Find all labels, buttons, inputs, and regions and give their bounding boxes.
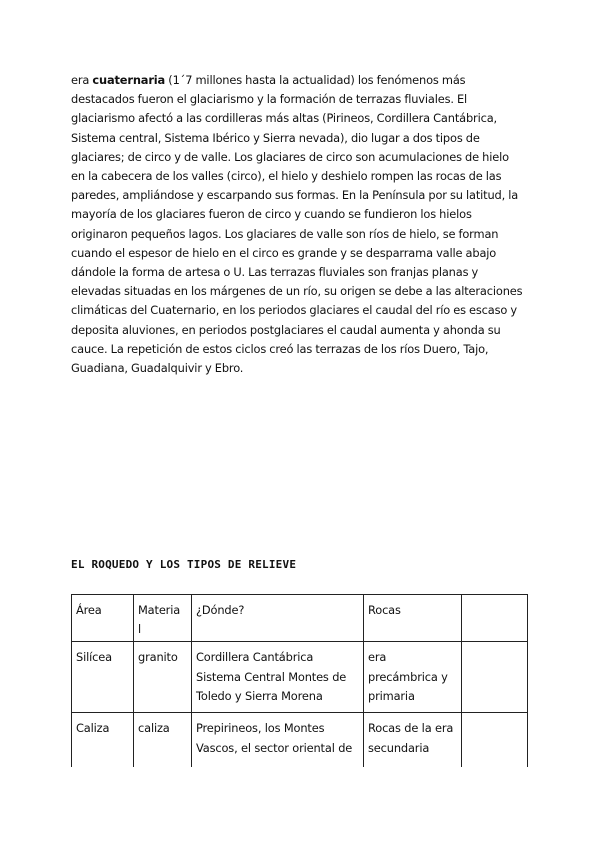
text-line: glaciares; de circo y de valle. Los glaciares de circo son acumulaciones de hielo bbox=[71, 149, 509, 164]
header-cell-material: Materia l bbox=[134, 595, 192, 642]
text-line: Guadiana, Guadalquivir y Ebro. bbox=[71, 361, 244, 376]
header-cell-area: Área bbox=[72, 595, 134, 642]
text-line: destacados fueron el glaciarismo y la formación de terrazas fluviales. El bbox=[71, 92, 468, 107]
table-row bbox=[72, 642, 528, 713]
text-line: elevadas situadas en los márgenes de un río, su origen se debe a las alteraciones bbox=[71, 284, 523, 299]
table-cell: granito bbox=[134, 642, 192, 713]
text-line: Sistema central, Sistema Ibérico y Sierra nevada), dio lugar a dos tipos de bbox=[71, 130, 480, 145]
text-line: paredes, ampliándose y escarpando sus formas. En la Península por su latitud, la bbox=[71, 188, 519, 203]
text-line: cuando el espesor de hielo en el circo es grande y se desparrama valle abajo bbox=[71, 245, 497, 260]
text-line: cauce. La repetición de estos ciclos creó las terrazas de los ríos Duero, Tajo, bbox=[71, 341, 489, 356]
text-line: deposita aluviones, en periodos postglaciares el caudal aumenta y ahonda su bbox=[71, 322, 501, 337]
text-line: dándole la forma de artesa o U. Las terrazas fluviales son franjas planas y bbox=[71, 265, 479, 280]
table-cell: era precámbrica y primaria bbox=[364, 642, 462, 713]
text-line: en la cabecera de los valles (circo), el hielo y deshielo rompen las rocas de las bbox=[71, 169, 502, 184]
header-cell-rocks: Rocas bbox=[364, 595, 462, 642]
table-cell bbox=[462, 642, 528, 713]
text-line: climáticas del Cuaternario, en los periodos glaciares el caudal del río es escaso y bbox=[71, 303, 517, 318]
body-paragraph bbox=[71, 71, 531, 378]
table-cell: Caliza bbox=[72, 713, 134, 768]
header-cell-empty bbox=[462, 595, 528, 642]
table-cell: caliza bbox=[134, 713, 192, 768]
table-header-row bbox=[72, 595, 528, 642]
table-cell: Cordillera Cantábrica Sistema Central Montes de Toledo y Sierra Morena bbox=[192, 642, 364, 713]
text-line: originaron pequeños lagos. Los glaciares de valle son ríos de hielo, se forman bbox=[71, 226, 499, 241]
table-cell bbox=[462, 713, 528, 768]
table-row bbox=[72, 713, 528, 768]
text-line: mayoría de los glaciares fueron de circo y cuando se fundieron los hielos bbox=[71, 207, 472, 222]
relief-table bbox=[71, 594, 528, 767]
text-line: era cuaternaria (1´7 millones hasta la actualidad) los fenómenos más bbox=[71, 73, 466, 87]
text-line: glaciarismo afectó a las cordilleras más altas (Pirineos, Cordillera Cantábrica, bbox=[71, 111, 498, 126]
table-cell: Prepirineos, los Montes Vascos, el sector oriental de bbox=[192, 713, 364, 768]
bold-term: cuaternaria bbox=[92, 73, 166, 87]
table-cell: Rocas de la era secundaria bbox=[364, 713, 462, 768]
header-cell-where: ¿Dónde? bbox=[192, 595, 364, 642]
table-cell: Silícea bbox=[72, 642, 134, 713]
section-heading: EL ROQUEDO Y LOS TIPOS DE RELIEVE bbox=[71, 558, 297, 571]
